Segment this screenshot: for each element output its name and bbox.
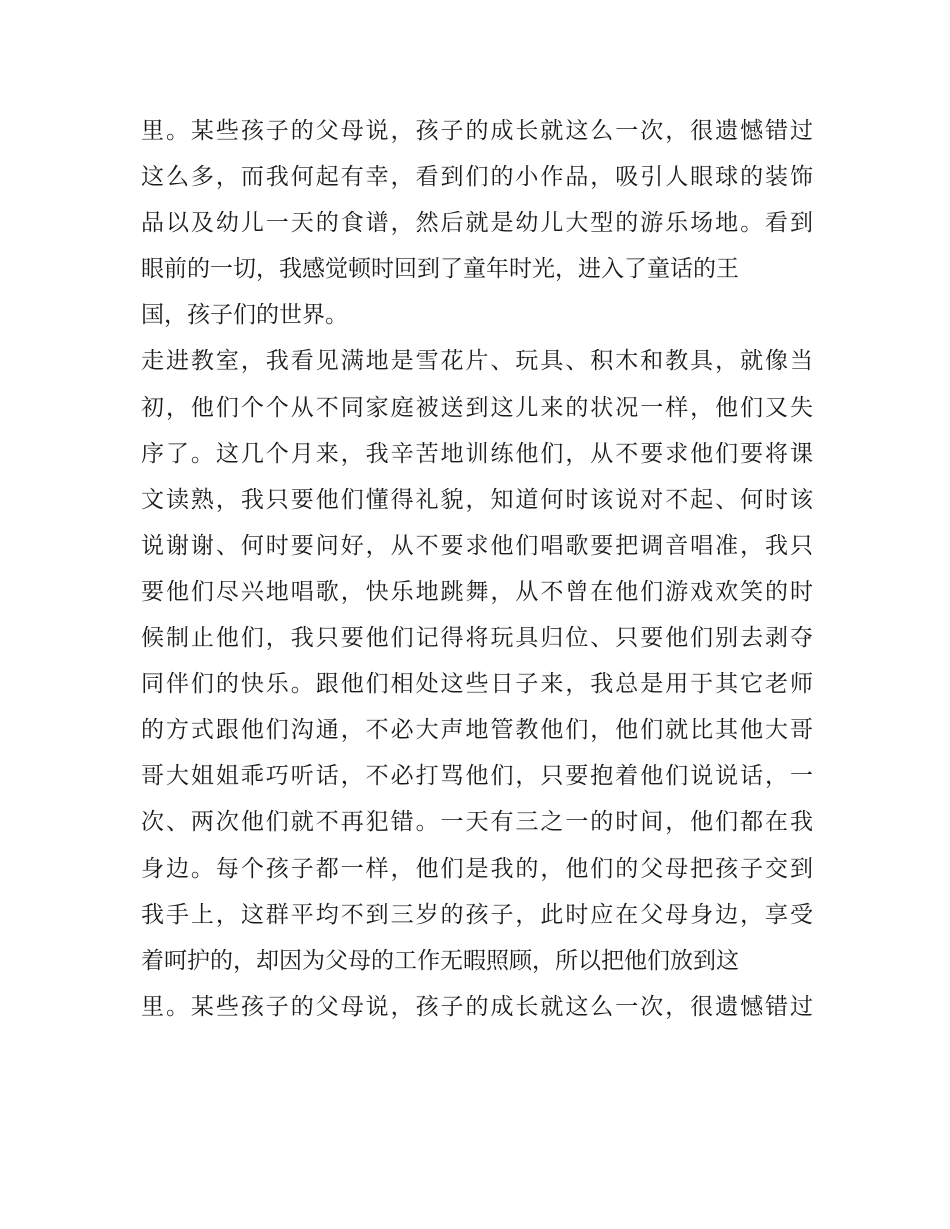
paragraph-2 — [141, 338, 813, 1029]
text-line: 次、两次他们就不再犯错。一天有三之一的时间，他们都在我 — [141, 809, 813, 836]
text-line: 我手上，这群平均不到三岁的孩子，此时应在父母身边，享受 — [141, 901, 813, 928]
text-line: 的方式跟他们沟通，不必大声地管教他们，他们就比其他大哥 — [141, 717, 813, 744]
text-line: 里。某些孩子的父母说，孩子的成长就这么一次，很遗憾错过 — [141, 993, 813, 1020]
text-line: 眼前的一切，我感觉顿时回到了童年时光，进入了童话的王 — [141, 256, 739, 283]
text-line: 同伴们的快乐。跟他们相处这些日子来，我总是用于其它老师 — [141, 671, 813, 698]
text-line: 里。某些孩子的父母说，孩子的成长就这么一次，很遗憾错过 — [141, 118, 813, 144]
text-line: 这么多，而我何起有幸，看到们的小作品，吸引人眼球的装饰 — [141, 164, 813, 191]
text-line: 着呵护的，却因为父母的工作无暇照顾，所以把他们放到这 — [141, 947, 739, 974]
text-line: 文读熟，我只要他们懂得礼貌，知道何时该说对不起、何时该 — [141, 486, 813, 513]
text-line: 走进教室，我看见满地是雪花片、玩具、积木和教具，就像当 — [141, 348, 813, 375]
document-body — [141, 108, 813, 1030]
text-line: 哥大姐姐乖巧听话，不必打骂他们，只要抱着他们说说话，一 — [141, 763, 813, 790]
text-line: 身边。每个孩子都一样，他们是我的，他们的父母把孩子交到 — [141, 855, 813, 882]
text-line: 国，孩子们的世界。 — [141, 302, 348, 329]
text-line: 初，他们个个从不同家庭被送到这儿来的状况一样，他们又失 — [141, 394, 813, 421]
text-line: 序了。这几个月来，我辛苦地训练他们，从不要求他们要将课 — [141, 440, 813, 467]
paragraph-1 — [141, 108, 813, 338]
text-line: 要他们尽兴地唱歌，快乐地跳舞，从不曾在他们游戏欢笑的时 — [141, 578, 813, 605]
text-line: 品以及幼儿一天的食谱，然后就是幼儿大型的游乐场地。看到 — [141, 210, 813, 237]
text-line: 候制止他们，我只要他们记得将玩具归位、只要他们别去剥夺 — [141, 625, 813, 652]
text-line: 说谢谢、何时要问好，从不要求他们唱歌要把调音唱准，我只 — [141, 532, 813, 559]
